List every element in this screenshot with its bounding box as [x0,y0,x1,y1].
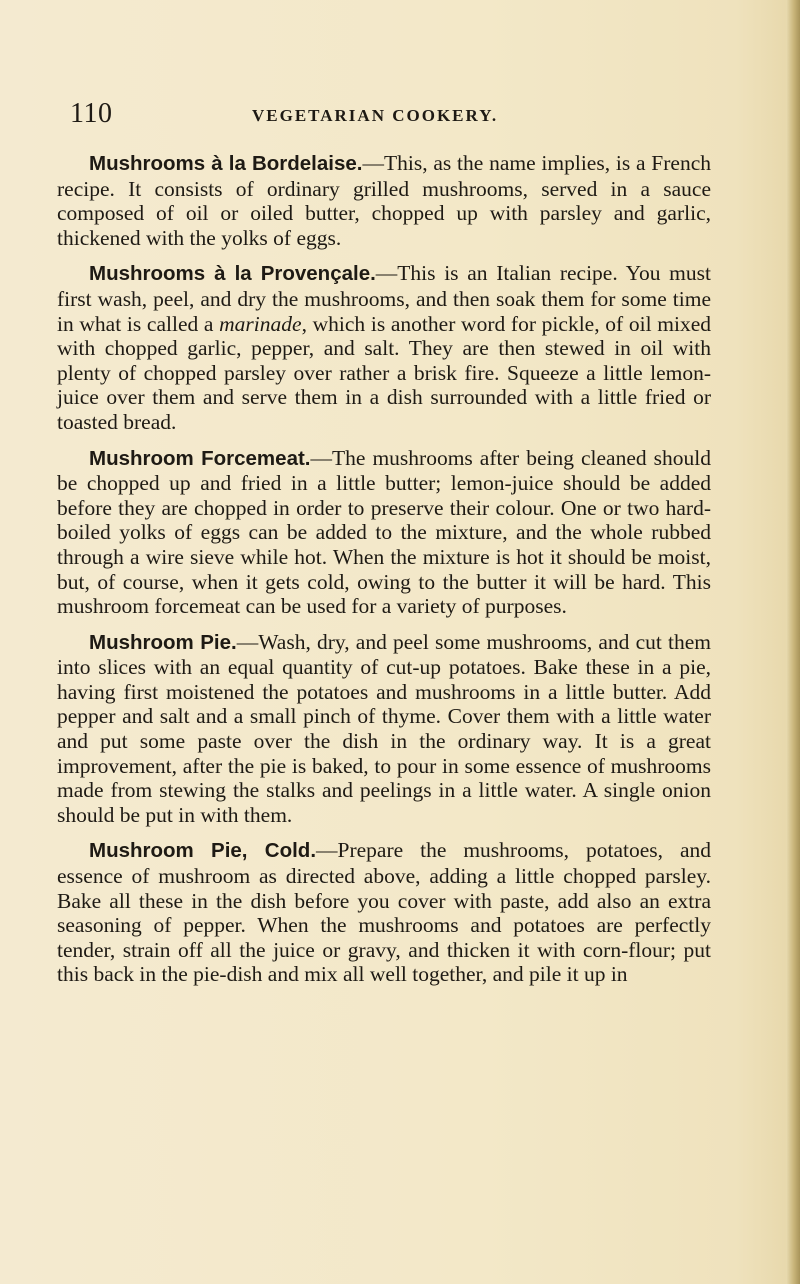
page-edge [786,0,800,1284]
recipe-title: Mushrooms à la Bordelaise. [89,152,363,175]
recipe-title: Mushroom Forcemeat. [89,446,311,470]
page-header [70,98,710,138]
recipe-entry-provencale [57,261,711,434]
recipe-text-italic: marinade [219,311,302,336]
running-head: VEGETARIAN COOKERY. [252,106,499,125]
recipe-entry-pie [57,630,711,828]
recipe-title: Mushrooms à la Provençale. [89,262,376,286]
recipe-entry-bordelaise [57,151,711,250]
recipe-text-continued: , which is another word for pickle, of oil mixed with chopped garlic, pepper, and salt. They are then stewed in oil with plenty of chopped parsley over rather a brisk fire. Squeeze a little lemon-juice over them and serve them in a dish surrounded with a little fried or toasted bread. [57,311,711,434]
recipe-text: —This, as the name implies, is a French recipe. It consists of ordinary grilled mushrooms, served in a sauce composed of oil or oiled butter, chopped up with parsley and garlic, thickened with the yolks of eggs. [57,151,711,250]
recipe-text: —This is an Italian recipe. You must first wash, peel, and dry the mushrooms, and then soak them for some time in what is called a [57,261,711,336]
recipe-title: Mushroom Pie. [89,630,237,654]
recipe-text: —Wash, dry, and peel some mushrooms, and cut them into slices with an equal quantity of cut-up potatoes. Bake these in a pie, having first moistened the potatoes and mushrooms in a little butter. Add pepper and salt and a small pinch of thyme. Cover them with a little water and put some paste over the dish in the ordinary way. It is a great improvement, after the pie is baked, to pour in some essence of mushrooms made from stewing the stalks and peelings in a little water. A single onion should be put in with them. [57,629,711,827]
recipe-entry-forcemeat [57,446,711,619]
page-body [57,151,711,998]
recipe-text: —The mushrooms after being cleaned should be chopped up and fried in a little butter; lemon-juice should be added before they are chopped in order to preserve their colour. One or two hard-boiled yolks of eggs can be added to the mixture, and the whole rubbed through a wire sieve while hot. When the mixture is hot it should be moist, but, of course, when it gets cold, owing to the butter it will be hard. This mushroom forcemeat can be used for a variety of purposes. [57,445,711,619]
recipe-text: —Prepare the mushrooms, potatoes, and essence of mushroom as directed above, adding a little chopped parsley. Bake all these in the dish before you cover with paste, add also an extra seasoning of pepper. When the mushrooms and potatoes are perfectly tender, strain off all the juice or gravy, and thicken it with corn-flour; put this back in the pie-dish and mix all well together, and pile it up in [57,838,711,987]
recipe-title: Mushroom Pie, Cold. [89,839,317,863]
page-number: 110 [70,98,113,129]
recipe-entry-pie-cold [57,838,711,987]
